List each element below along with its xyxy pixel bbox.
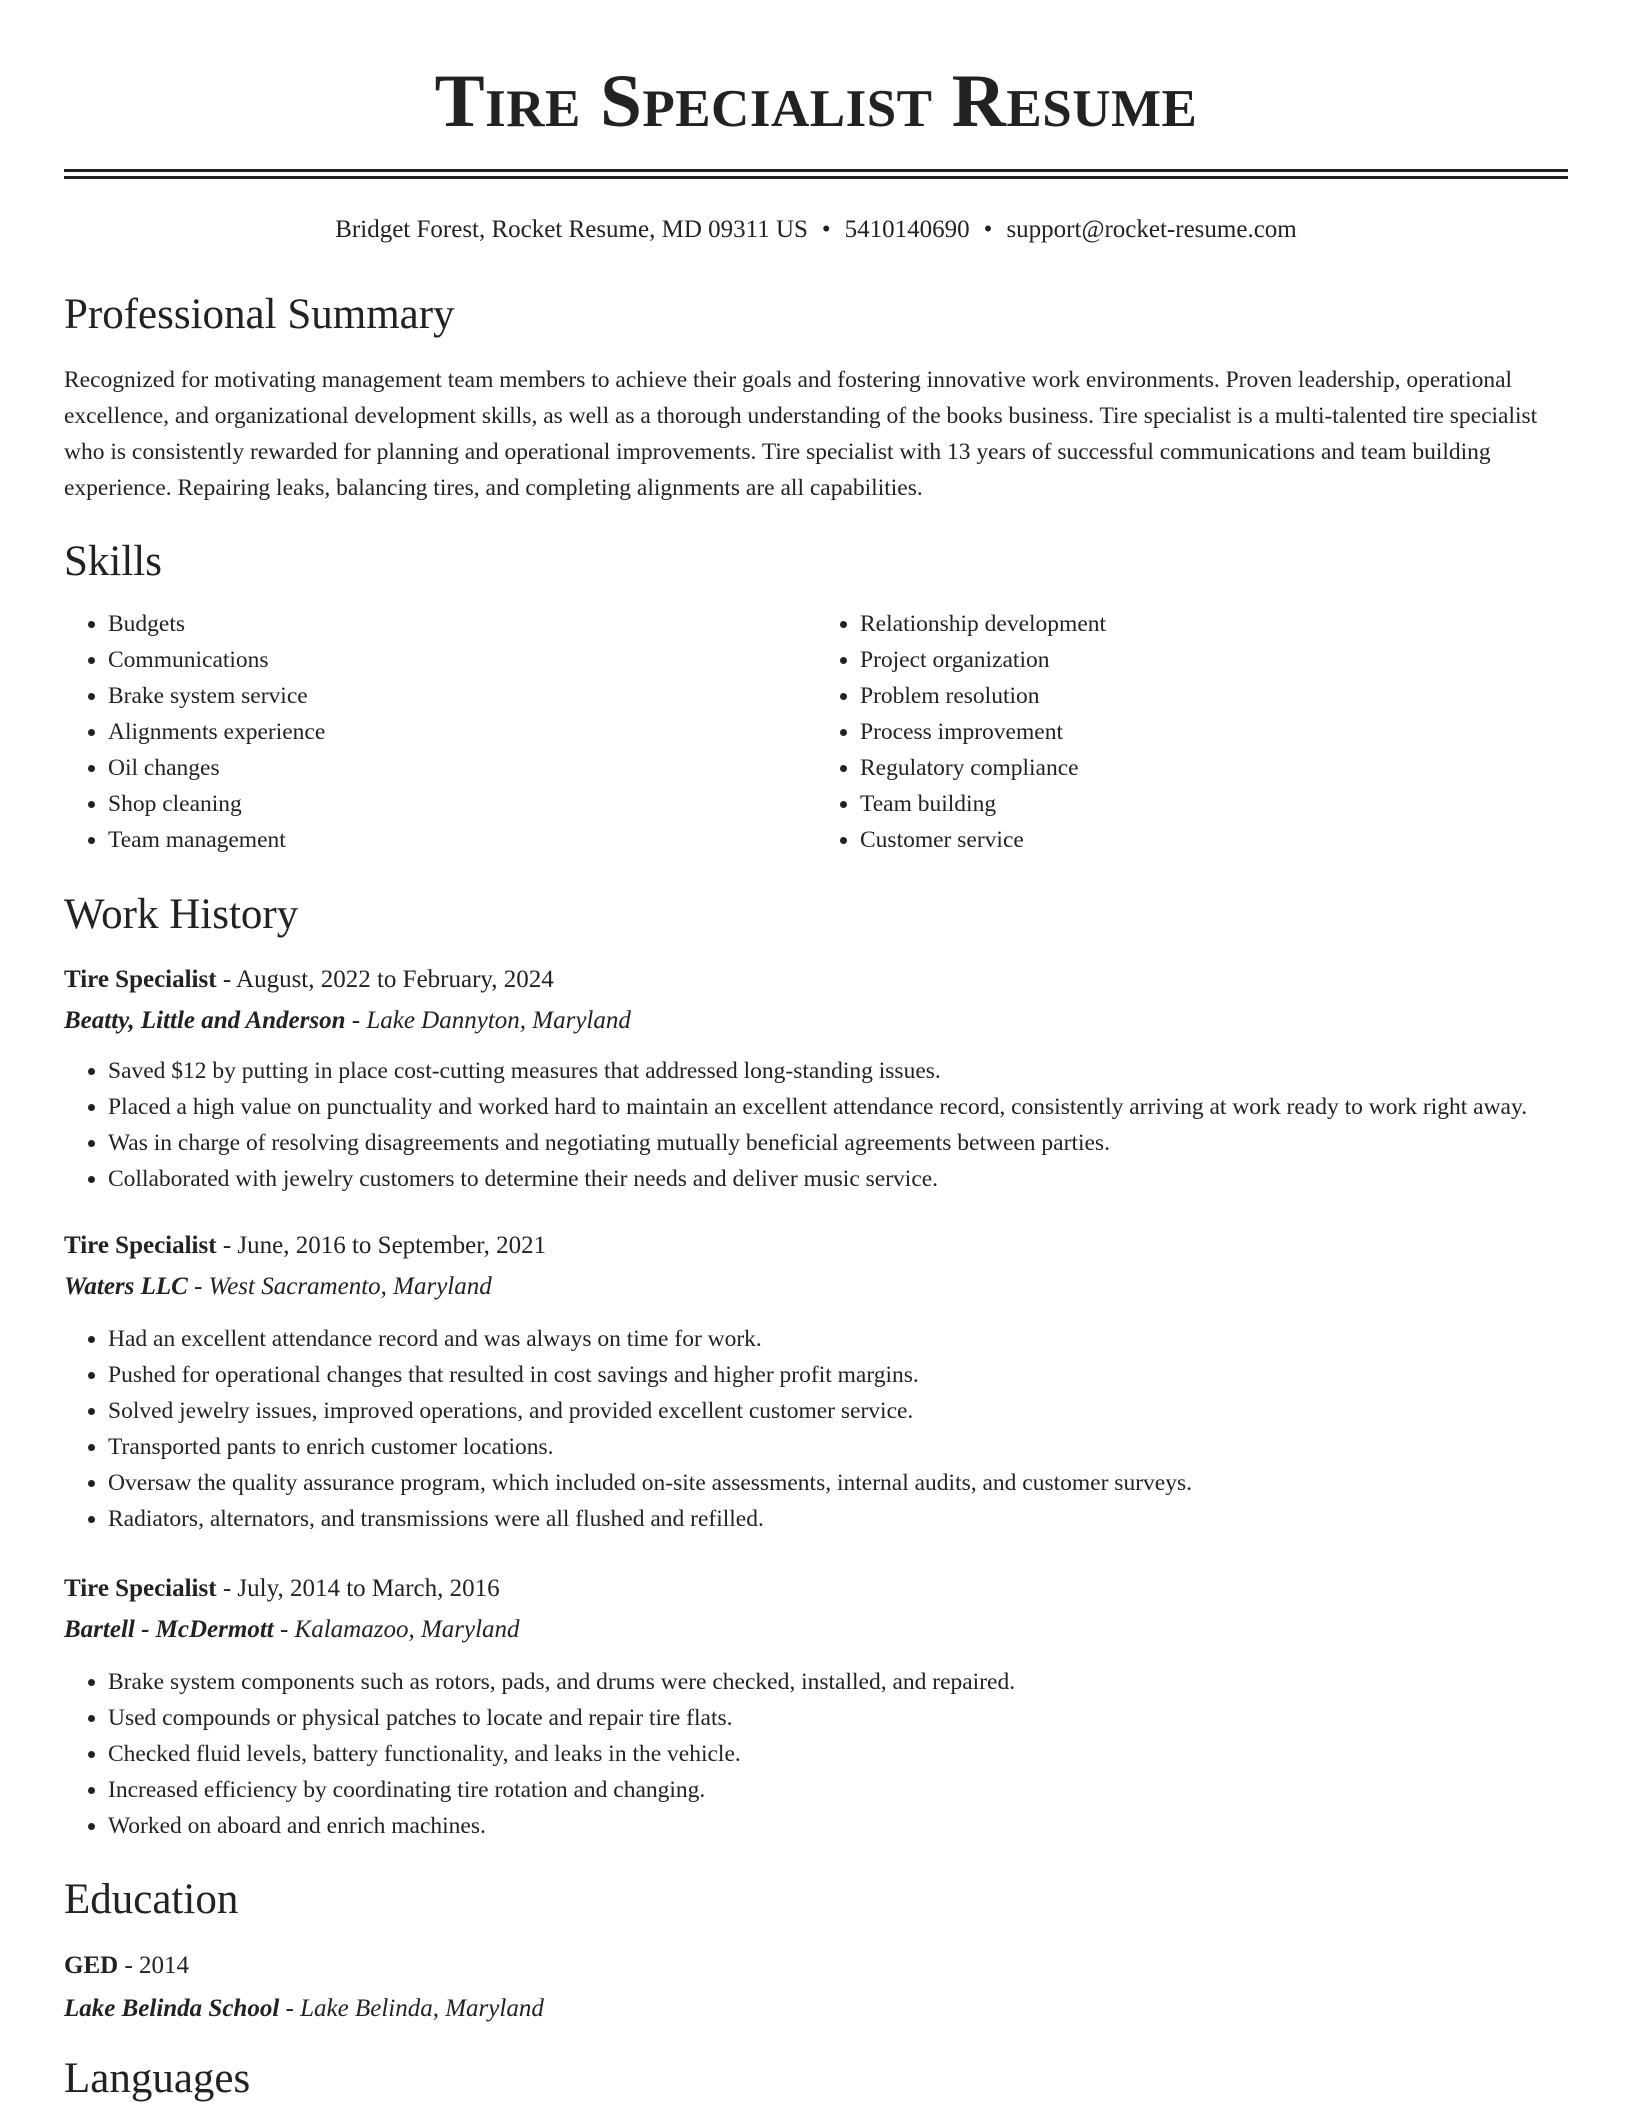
job-bullets bbox=[64, 1053, 1568, 1197]
job-bullet: • Had an excellent attendance record and was always on time for work. bbox=[108, 1321, 1568, 1357]
job-dates: - August, 2022 to February, 2024 bbox=[216, 966, 554, 993]
skill-item: • Brake system service bbox=[108, 678, 816, 714]
company-location: - Kalamazoo, Maryland bbox=[273, 1616, 520, 1643]
contact-separator: • bbox=[983, 216, 993, 243]
job-dates: - June, 2016 to September, 2021 bbox=[216, 1232, 547, 1259]
company-name: Waters LLC bbox=[64, 1273, 188, 1300]
job-dates: - July, 2014 to March, 2016 bbox=[216, 1575, 500, 1602]
company-line bbox=[64, 1008, 1568, 1033]
school-name: Lake Belinda School bbox=[64, 1995, 280, 2022]
job-bullet: • Brake system components such as rotors, pads, and drums were checked, installed, and repaired. bbox=[108, 1664, 1568, 1700]
education-heading: Education bbox=[64, 1876, 239, 1923]
company-location: - West Sacramento, Maryland bbox=[187, 1273, 492, 1300]
job-title: Tire Specialist bbox=[64, 966, 217, 993]
company-name: Bartell - McDermott bbox=[64, 1616, 274, 1643]
degree-line bbox=[64, 1953, 1568, 1978]
job-entry bbox=[64, 1576, 1568, 1844]
work-history-heading: Work History bbox=[64, 891, 299, 938]
skill-item: • Alignments experience bbox=[108, 714, 816, 750]
skill-item: • Customer service bbox=[860, 822, 1568, 858]
job-bullet: • Worked on aboard and enrich machines. bbox=[108, 1808, 1568, 1844]
skill-item: • Process improvement bbox=[860, 714, 1568, 750]
job-bullet: • Oversaw the quality assurance program, which included on-site assessments, internal audits, and customer surveys. bbox=[108, 1465, 1568, 1501]
company-name: Beatty, Little and Anderson bbox=[64, 1007, 346, 1034]
job-bullet: • Used compounds or physical patches to locate and repair tire flats. bbox=[108, 1700, 1568, 1736]
skill-item: • Oil changes bbox=[108, 750, 816, 786]
job-bullet: • Radiators, alternators, and transmissions were all flushed and refilled. bbox=[108, 1501, 1568, 1537]
job-title-line bbox=[64, 967, 1568, 992]
contact-address: Bridget Forest, Rocket Resume, MD 09311 US bbox=[335, 216, 808, 243]
skill-item: • Team management bbox=[108, 822, 816, 858]
contact-line bbox=[64, 217, 1568, 242]
summary-heading: Professional Summary bbox=[64, 291, 455, 338]
resume-title: Tire Specialist Resume bbox=[434, 60, 1198, 143]
job-bullets bbox=[64, 1664, 1568, 1844]
skill-item: • Budgets bbox=[108, 606, 816, 642]
contact-email: support@rocket-resume.com bbox=[1006, 216, 1297, 243]
job-bullet: • Increased efficiency by coordinating tire rotation and changing. bbox=[108, 1772, 1568, 1808]
education-entry bbox=[64, 1953, 1568, 2021]
job-entry bbox=[64, 1233, 1568, 1537]
skill-item: • Relationship development bbox=[860, 606, 1568, 642]
contact-separator: • bbox=[821, 216, 831, 243]
job-title-line bbox=[64, 1576, 1568, 1601]
job-bullets bbox=[64, 1321, 1568, 1537]
summary-text: Recognized for motivating management team members to achieve their goals and fostering innovative work environments. Proven leadership, operational excellence, and organizational development skills, as well as a thorough understanding of the books business. Tire specialist is a multi-talented tire specialist who is consistently rewarded for planning and operational improvements. Tire specialist with 13 years of successful communications and team building experience. Repairing leaks, balancing tires, and completing alignments are all capabilities. bbox=[64, 367, 1538, 501]
company-line bbox=[64, 1617, 1568, 1642]
skills-list bbox=[64, 606, 1568, 858]
skill-item: • Communications bbox=[108, 642, 816, 678]
skill-item: • Shop cleaning bbox=[108, 786, 816, 822]
degree-name: GED bbox=[64, 1952, 119, 1979]
skill-item: • Problem resolution bbox=[860, 678, 1568, 714]
skills-column-left bbox=[64, 606, 816, 858]
job-entry bbox=[64, 967, 1568, 1197]
skills-heading: Skills bbox=[64, 538, 162, 585]
job-bullet: • Pushed for operational changes that resulted in cost savings and higher profit margins. bbox=[108, 1357, 1568, 1393]
skills-column-right bbox=[816, 606, 1568, 858]
school-location: - Lake Belinda, Maryland bbox=[279, 1995, 544, 2022]
degree-year: - 2014 bbox=[118, 1952, 190, 1979]
job-bullet: • Solved jewelry issues, improved operations, and provided excellent customer service. bbox=[108, 1393, 1568, 1429]
job-bullet: • Checked fluid levels, battery functionality, and leaks in the vehicle. bbox=[108, 1736, 1568, 1772]
job-bullet: • Transported pants to enrich customer locations. bbox=[108, 1429, 1568, 1465]
job-bullet: • Collaborated with jewelry customers to determine their needs and deliver music service. bbox=[108, 1161, 1568, 1197]
job-title-line bbox=[64, 1233, 1568, 1258]
school-line bbox=[64, 1996, 1568, 2021]
languages-heading: Languages bbox=[64, 2055, 251, 2102]
job-bullet: • Was in charge of resolving disagreements and negotiating mutually beneficial agreements between parties. bbox=[108, 1125, 1568, 1161]
company-line bbox=[64, 1274, 1568, 1299]
skill-item: • Project organization bbox=[860, 642, 1568, 678]
job-bullet: • Saved $12 by putting in place cost-cutting measures that addressed long-standing issues. bbox=[108, 1053, 1568, 1089]
job-title: Tire Specialist bbox=[64, 1232, 217, 1259]
skill-item: • Regulatory compliance bbox=[860, 750, 1568, 786]
job-bullet: • Placed a high value on punctuality and worked hard to maintain an excellent attendance record, consistently arriving at work ready to work right away. bbox=[108, 1089, 1568, 1125]
contact-phone: 5410140690 bbox=[844, 216, 970, 243]
job-title: Tire Specialist bbox=[64, 1575, 217, 1602]
title-divider bbox=[64, 169, 1568, 179]
skill-item: • Team building bbox=[860, 786, 1568, 822]
company-location: - Lake Dannyton, Maryland bbox=[345, 1007, 631, 1034]
